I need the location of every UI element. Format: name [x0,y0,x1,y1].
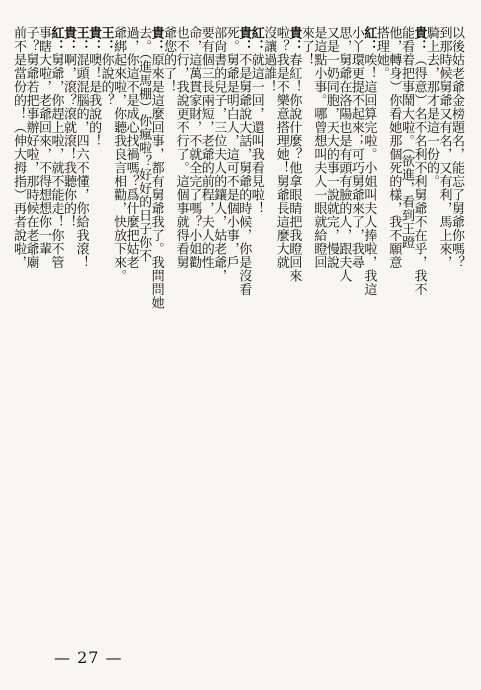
text-column [25,26,38,641]
dialogue-text: 搭理她。 [373,26,389,80]
dialogue-text: 騎上去，那才是這一份的。 [423,26,439,188]
dialogue-text: 原來是這麼回事，都有舅爺我了。我問問她 [148,53,164,310]
text-column [250,26,263,641]
dialogue-text: 過，你這不是成心找禍嗎？爲什麼把姑老 [123,26,139,269]
speaker-label: 紅： [248,26,264,53]
text-column [350,26,363,641]
page-number: — 27 — [54,648,123,667]
dialogue-text: （得意）名不名利不利舅爺不在乎，我不 [411,53,427,296]
speaker-label: 貴： [236,26,252,53]
dialogue-text: 以後姑老爺金榜題名，能忘了舅爺你嗎？ [449,26,464,269]
dialogue-text: 爺您的了！ [161,26,177,94]
dialogue-text: 混頭混腦的，四六不懂，你給我滾！ [73,53,89,269]
dialogue-text: 噢！是我說的！ [86,53,102,148]
text-column [362,26,375,641]
text-column [187,26,200,641]
dialogue-text: 事瞎大啦，老爺回來，不得想想你一輩 [36,26,52,256]
dialogue-text: 他，轉身）你看她那個死的樣，我不願意 [386,26,402,269]
text-column [387,26,400,641]
text-column [287,26,300,641]
dialogue-text: 是這點小事。哪曾想叫夫人一眼就給瞪回 [311,26,327,269]
text-column [312,26,325,641]
text-column [450,26,463,641]
text-column [100,26,113,641]
text-column [87,26,100,641]
text-column [125,26,138,641]
text-column [75,26,88,641]
dialogue-text: 舅爺，你趕上啦，就不能走！你不管 [48,53,64,269]
text-column [237,26,250,641]
speaker-label: 貴： [286,26,302,53]
dialogue-text: 能看着把事鬧大啦。（欲進，看到王蹬 [398,26,414,249]
dialogue-text: 春紅！你說什麼？他拿眼睛把我瞪回來 [286,53,302,283]
dialogue-text: 你說的？ [98,53,114,107]
text-column [175,26,188,641]
dialogue-text: 就這一回，還叫我看見啦！ [248,53,264,215]
dialogue-text: 小丫環更提不起來；可巧舅爺來了，我尋 [348,26,364,269]
speaker-label: 王： [73,26,89,53]
dialogue-text: 啦？我是不樂意搭理她！舅爺長這麼大就 [273,26,289,269]
text-column [337,26,350,641]
text-column [162,26,175,641]
dialogue-text: 子？舅爺若把事辦好啦，那時候在老爺廟 [23,26,39,269]
speaker-label: 貴： [86,26,102,53]
dialogue-text: 沒讓過誰！ [261,26,277,94]
dialogue-text: 來了！ [298,26,314,67]
text-column [137,26,150,641]
text-column [412,26,425,641]
dialogue-text: 爺綁起來啦，你聽我良言相勸，快放下來。 [111,26,127,283]
dialogue-text: 要有個三長兩短，老爺的前程，夫人的性 [198,26,214,269]
text-column [437,26,450,641]
text-column [50,26,63,641]
dialogue-text: 不是舅爺說大話，舅爺的時候，你是沒看 [236,53,252,296]
text-column [112,26,125,641]
dialogue-text: 部尙書的兒子，三位夫人的鑲人，姑老爺， [211,26,227,283]
text-column [275,26,288,641]
text-column [212,26,225,641]
speaker-label: 貴： [148,26,164,53]
text-column [150,26,163,641]
text-column [400,26,413,641]
dialogue-text: 又是一奶同胞，天大的事一說就完，慢說 [323,26,339,269]
text-column [425,26,438,641]
text-column [262,26,275,641]
speaker-label: 貴： [61,26,77,53]
dialogue-text: 前不是當份的！（伸大拇指）再者說啦， [11,26,26,269]
text-column [12,26,25,641]
dialogue-text: 死。舅爺是明白人，這可不是個小事，戶 [223,26,239,269]
dialogue-text: 命，這萬貫家財，不就全完了嗎？小姐勸 [186,26,202,269]
dialogue-text: 啊，滾？滾就滾！我聽你的！ [61,53,77,229]
text-column [325,26,338,641]
dialogue-text: 思，舅爺在洛陽也是有頭有臉的人，跟夫人 [336,26,352,283]
dialogue-text: 唉！這回算完啦。小姐叫夫人捧啦，我這 [361,53,377,296]
dialogue-text: 去。（進馬棚）你瘋啦？好好的日子你不 [136,26,152,263]
dialogue-text: 也不行，我說更不行了。這個事就得看舅 [173,26,189,269]
text-column [300,26,313,641]
dialogue-text: 到那時候舅爺又有名，又有利，馬上來， [436,26,452,269]
text-column [200,26,213,641]
speaker-label: 紅： [361,26,377,53]
speaker-label: 貴： [411,26,427,53]
text-column [375,26,388,641]
speaker-label: 王： [98,26,114,53]
speaker-label: 紅： [48,26,64,53]
